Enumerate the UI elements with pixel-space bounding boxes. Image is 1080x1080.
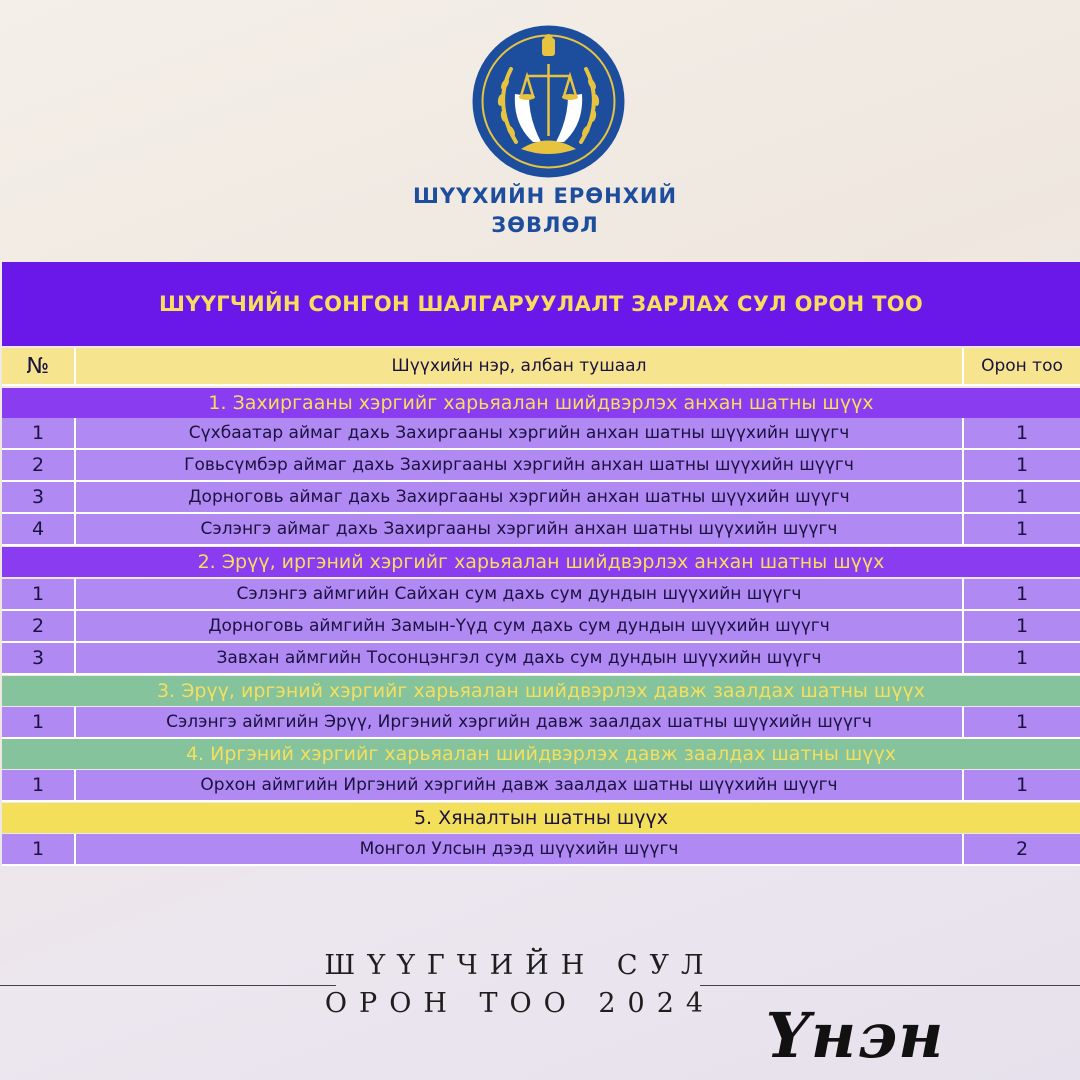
section-title: 4. Иргэний хэргийг харьяалан шийдвэрлэх давж заалдах шатны шүүх bbox=[185, 743, 897, 765]
row-name: Сэлэнгэ аймгийн Сайхан сум дахь сум дундын шүүхийн шүүгч bbox=[76, 579, 964, 611]
row-name: Сэлэнгэ аймгийн Эрүү, Иргэний хэргийн давж заалдах шатны шүүхийн шүүгч bbox=[76, 707, 964, 739]
section-title: 2. Эрүү, иргэний хэргийг харьяалан шийдвэрлэх анхан шатны шүүх bbox=[197, 551, 885, 573]
section-header-5 bbox=[2, 803, 1080, 833]
row-name: Дорноговь аймгийн Замын-Үүд сум дахь сум дундын шүүхийн шүүгч bbox=[76, 611, 964, 643]
table-row bbox=[2, 834, 1080, 866]
row-number: 1 bbox=[2, 770, 76, 802]
column-header-row bbox=[2, 348, 1080, 386]
row-count: 1 bbox=[964, 611, 1080, 643]
footer-title-line1: ШҮҮГЧИЙН СУЛ bbox=[324, 950, 716, 981]
row-number: 2 bbox=[2, 450, 76, 482]
row-count: 1 bbox=[964, 707, 1080, 739]
row-number: 3 bbox=[2, 482, 76, 514]
row-count: 1 bbox=[964, 418, 1080, 450]
row-count: 1 bbox=[964, 770, 1080, 802]
row-number: 4 bbox=[2, 514, 76, 546]
section-title: 1. Захиргааны хэргийг харьяалан шийдвэрлэх анхан шатны шүүх bbox=[208, 392, 874, 414]
row-name: Говьсүмбэр аймаг дахь Захиргааны хэргийн анхан шатны шүүхийн шүүгч bbox=[76, 450, 964, 482]
row-number: 2 bbox=[2, 611, 76, 643]
brand-watermark bbox=[640, 995, 1070, 1075]
brand-logo-text: Үнэн bbox=[765, 998, 945, 1072]
column-header-number: № bbox=[2, 348, 76, 386]
row-count: 1 bbox=[964, 482, 1080, 514]
row-number: 1 bbox=[2, 834, 76, 866]
table-title-bar bbox=[2, 262, 1080, 346]
row-name: Завхан аймгийн Тосонцэнгэл сум дахь сум дундын шүүхийн шүүгч bbox=[76, 643, 964, 675]
row-count: 1 bbox=[964, 450, 1080, 482]
section-title: 5. Хяналтын шатны шүүх bbox=[413, 807, 669, 829]
table-row bbox=[2, 482, 1080, 514]
table-row bbox=[2, 770, 1080, 802]
org-name-line2: ЗӨВЛӨЛ bbox=[491, 213, 599, 237]
table-row bbox=[2, 611, 1080, 643]
org-name-line1: ШҮҮХИЙН ЕРӨНХИЙ bbox=[412, 184, 678, 208]
row-count: 1 bbox=[964, 643, 1080, 675]
footer-divider-right bbox=[700, 985, 1080, 986]
section-header-3 bbox=[2, 676, 1080, 706]
column-header-name: Шүүхийн нэр, албан тушаал bbox=[76, 348, 964, 386]
row-name: Монгол Улсын дээд шүүхийн шүүгч bbox=[76, 834, 964, 866]
footer-divider-left bbox=[0, 985, 336, 986]
court-emblem-icon bbox=[471, 24, 626, 179]
row-name: Орхон аймгийн Иргэний хэргийн давж заалдах шатны шүүхийн шүүгч bbox=[76, 770, 964, 802]
row-count: 2 bbox=[964, 834, 1080, 866]
table-row bbox=[2, 450, 1080, 482]
row-name: Дорноговь аймаг дахь Захиргааны хэргийн анхан шатны шүүхийн шүүгч bbox=[76, 482, 964, 514]
row-count: 1 bbox=[964, 579, 1080, 611]
table-row bbox=[2, 579, 1080, 611]
row-count: 1 bbox=[964, 514, 1080, 546]
row-number: 3 bbox=[2, 643, 76, 675]
section-title: 3. Эрүү, иргэний хэргийг харьяалан шийдвэрлэх давж заалдах шатны шүүх bbox=[156, 680, 926, 702]
table-row bbox=[2, 643, 1080, 675]
table-row bbox=[2, 418, 1080, 450]
table-row bbox=[2, 514, 1080, 546]
column-header-count: Орон тоо bbox=[964, 348, 1080, 386]
row-number: 1 bbox=[2, 418, 76, 450]
section-header-4 bbox=[2, 739, 1080, 769]
footer-title-line2: ОРОН ТОО 2024 bbox=[324, 988, 716, 1019]
row-name: Сүхбаатар аймаг дахь Захиргааны хэргийн анхан шатны шүүхийн шүүгч bbox=[76, 418, 964, 450]
row-name: Сэлэнгэ аймаг дахь Захиргааны хэргийн анхан шатны шүүхийн шүүгч bbox=[76, 514, 964, 546]
row-number: 1 bbox=[2, 579, 76, 611]
row-number: 1 bbox=[2, 707, 76, 739]
section-header-2 bbox=[2, 547, 1080, 577]
table-row bbox=[2, 707, 1080, 739]
section-header-1 bbox=[2, 388, 1080, 418]
table-title: ШҮҮГЧИЙН СОНГОН ШАЛГАРУУЛАЛТ ЗАРЛАХ СУЛ ОРОН ТОО bbox=[158, 292, 924, 316]
